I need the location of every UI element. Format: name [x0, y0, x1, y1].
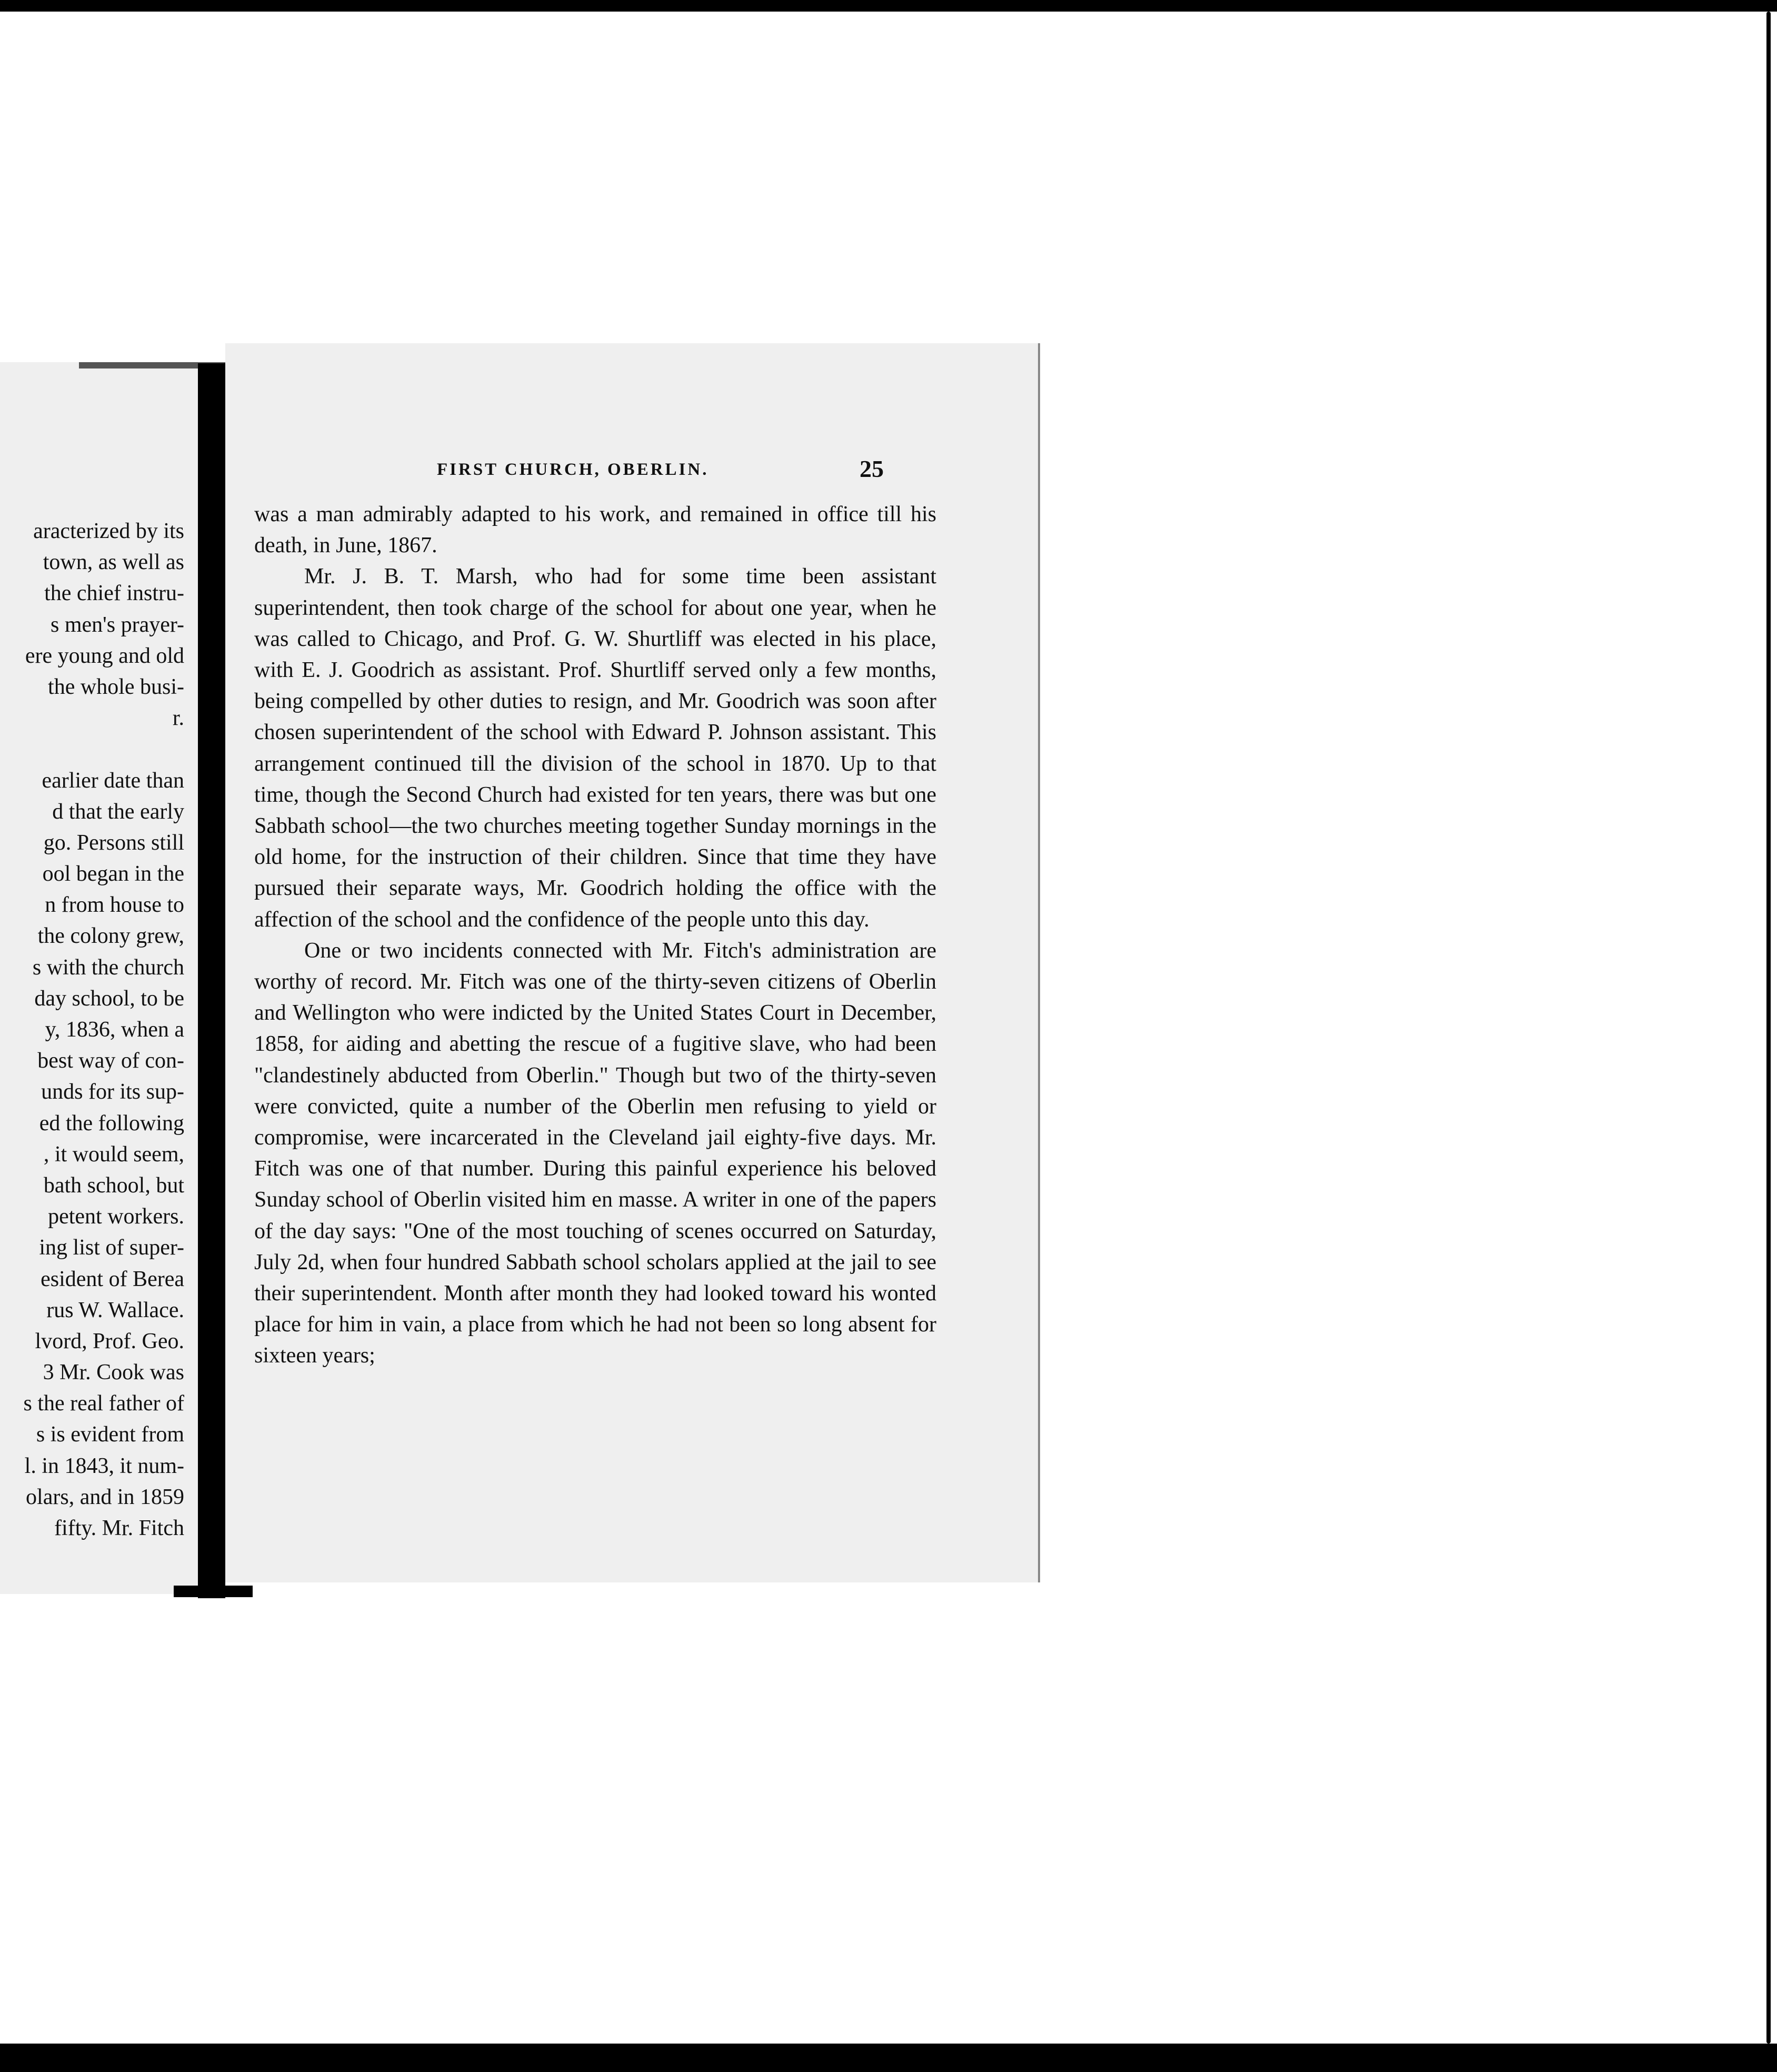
- left-page-line: the whole busi-: [48, 674, 184, 699]
- left-page-line: s with the church: [32, 955, 184, 980]
- scan-border-top: [0, 0, 1777, 12]
- left-page-line: unds for its sup-: [41, 1080, 184, 1104]
- left-page-line: best way of con-: [37, 1049, 184, 1073]
- book-spine: [198, 363, 225, 1598]
- left-page-line: the chief instru-: [44, 581, 184, 606]
- running-head: FIRST CHURCH, OBERLIN.: [437, 460, 709, 479]
- left-page-line: esident of Berea: [41, 1267, 184, 1291]
- paragraph: Mr. J. B. T. Marsh, who had for some time been assistant superintendent, then took charge of the school for about one year, when he was called to Chicago, and Prof. G. W. Shurtliff was elected in his place, with E. J. Goodrich as assistant. Prof. Shurtliff served only a few months, being compelled by other duties to resign, and Mr. Goodrich was soon after chosen superintendent of the school with Edward P. Johnson assistant. This arrangement continued till the division of the school in 1870. Up to that time, though the Second Church had existed for ten years, there was but one Sabbath school—the two churches meeting together Sunday mornings in the old home, for the instruction of their children. Since that time they have pursued their separate ways, Mr. Goodrich holding the office with the affection of the school and the confidence of the people unto this day.: [254, 564, 936, 932]
- left-page-line: ere young and old: [25, 643, 184, 668]
- left-page-line: the colony grew,: [37, 924, 184, 949]
- left-page-line: n from house to: [45, 893, 184, 918]
- left-page-line: r.: [172, 706, 184, 731]
- left-page-line: bath school, but: [43, 1173, 184, 1198]
- left-page-line: s the real father of: [23, 1391, 184, 1416]
- left-page-line: rus W. Wallace.: [46, 1298, 184, 1322]
- left-page-line: ool began in the: [42, 862, 184, 886]
- left-page-line: day school, to be: [34, 986, 184, 1011]
- paragraph: was a man admirably adapted to his work, and remained in office till his death, in June, 1867.: [254, 502, 936, 558]
- scan-border-right: [1766, 12, 1771, 2044]
- left-page-line: aracterized by its: [33, 519, 184, 543]
- left-page-line: l. in 1843, it num-: [24, 1453, 184, 1478]
- page-number: 25: [860, 455, 884, 482]
- right-page: [225, 343, 1038, 1582]
- left-page-line: d that the early: [52, 799, 184, 824]
- left-page-line: petent workers.: [48, 1204, 184, 1229]
- left-page-line: olars, and in 1859: [26, 1485, 184, 1509]
- left-page-line: go. Persons still: [43, 830, 184, 855]
- paragraph: One or two incidents connected with Mr. Fitch's administration are worthy of record. Mr. Fitch was one of the thirty-seven citizens of Oberlin and Wellington who were indicted by the United States Court in December, 1858, for aiding and abetting the rescue of a fugitive slave, who had been "clandestinely abducted from Oberlin." Though but two of the thirty-seven were convicted, quite a number of the Oberlin men refusing to yield or compromise, were incarcerated in the Cleveland jail eighty-five days. Mr. Fitch was one of that number. During this painful experience his beloved Sunday school of Oberlin visited him en masse. A writer in one of the papers of the day says: "One of the most touching of scenes occurred on Saturday, July 2d, when four hundred Sabbath school scholars applied at the jail to see their superintendent. Month after month they had looked toward his wonted place for him in vain, a place from which he had not been so long absent for sixteen years;: [254, 938, 936, 1368]
- left-page-line: ing list of super-: [39, 1236, 184, 1260]
- left-page-line: 3 Mr. Cook was: [43, 1360, 184, 1385]
- left-page-text: [0, 516, 184, 1544]
- left-page-line: s men's prayer-: [51, 612, 184, 637]
- left-page-line: earlier date than: [42, 768, 184, 793]
- left-page-line: , it would seem,: [43, 1142, 184, 1167]
- left-page-line: town, as well as: [43, 550, 184, 575]
- left-page-line: y, 1836, when a: [45, 1018, 184, 1042]
- body-text: [254, 499, 936, 1372]
- left-page-line: lvord, Prof. Geo.: [35, 1329, 184, 1353]
- book-spine-foot: [174, 1586, 253, 1597]
- left-page-line: s is evident from: [36, 1422, 184, 1447]
- left-page-line: [0, 734, 184, 765]
- left-page: [0, 362, 225, 1594]
- left-page-line: ed the following: [39, 1111, 184, 1135]
- left-page-line: fifty. Mr. Fitch: [54, 1516, 184, 1540]
- scan-border-bottom: [0, 2044, 1777, 2072]
